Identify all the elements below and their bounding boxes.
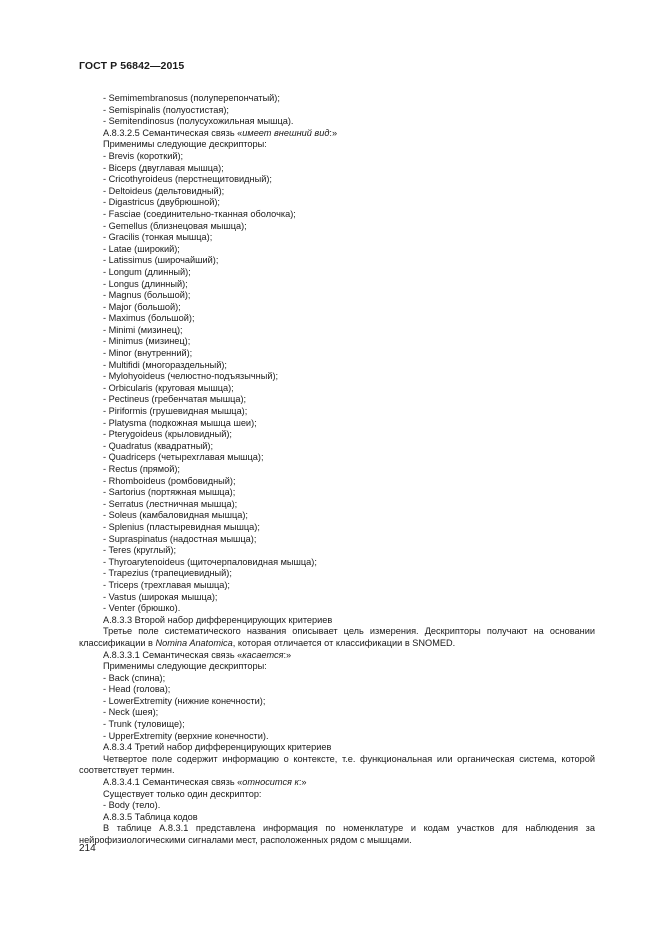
list-item: - LowerExtremity (нижние конечности);: [103, 695, 266, 706]
body-region-list: [79, 673, 595, 743]
page-number: 214: [79, 843, 96, 854]
section-a8331-heading: А.8.3.3.1 Семантическая связь «касается:»: [103, 649, 292, 660]
list-item: - Gracilis (тонкая мышца);: [103, 232, 213, 243]
list-item: - Splenius (пластыревидная мышца);: [103, 521, 260, 532]
list-item: - Semispinalis (полуостистая);: [103, 104, 229, 115]
list-item: - Venter (брюшко).: [103, 603, 181, 614]
list-item: - Longum (длинный);: [103, 266, 191, 277]
list-item: - Pterygoideus (крыловидный);: [103, 429, 232, 440]
list-item: - Thyroarytenoideus (щиточерпаловидная мышца);: [103, 556, 317, 567]
muscle-list-a: [79, 93, 595, 128]
list-item: - Semitendinosus (полусухожильная мышца).: [103, 116, 294, 127]
list-item: - Trunk (туловище);: [103, 719, 185, 730]
page-body: [79, 93, 595, 847]
list-item: - Teres (круглый);: [103, 545, 177, 556]
section-a834-heading: А.8.3.4 Третий набор дифференцирующих критериев: [103, 742, 332, 753]
descriptors-intro: Применимы следующие дескрипторы:: [103, 139, 267, 150]
list-item: - Back (спина);: [103, 672, 166, 683]
list-item: - Cricothyroideus (перстнещитовидный);: [103, 174, 272, 185]
list-item: - Magnus (большой);: [103, 290, 191, 301]
list-item: - Latissimus (широчайший);: [103, 255, 219, 266]
list-item: - Minimi (мизинец);: [103, 324, 183, 335]
list-item: - Latae (широкий);: [103, 243, 180, 254]
list-item: - Mylohyoideus (челюстно-подъязычный);: [103, 371, 279, 382]
list-item: - Supraspinatus (надостная мышца);: [103, 533, 257, 544]
body-descriptor: - Body (тело).: [103, 800, 161, 811]
list-item: - Fasciae (соединительно-тканная оболочка);: [103, 208, 296, 219]
list-item: - Platysma (подкожная мышца шеи);: [103, 417, 257, 428]
list-item: - Longus (длинный);: [103, 278, 188, 289]
list-item: - Deltoideus (дельтовидный);: [103, 185, 225, 196]
list-item: - UpperExtremity (верхние конечности).: [103, 730, 269, 741]
section-a833-heading: А.8.3.3 Второй набор дифференцирующих критериев: [103, 614, 333, 625]
list-item: - Serratus (лестничная мышца);: [103, 498, 238, 509]
list-item: - Sartorius (портяжная мышца);: [103, 487, 236, 498]
list-item: - Maximus (большой);: [103, 313, 195, 324]
section-a835-heading: А.8.3.5 Таблица кодов: [103, 811, 198, 822]
list-item: - Semimembranosus (полуперепончатый);: [103, 93, 280, 103]
descriptors-intro: Применимы следующие дескрипторы:: [103, 661, 267, 672]
section-a8341-heading: А.8.3.4.1 Семантическая связь «относится к:»: [103, 777, 307, 788]
list-item: - Minor (внутренний);: [103, 348, 193, 359]
list-item: - Head (голова);: [103, 684, 171, 695]
list-item: - Quadriceps (четырехглавая мышца);: [103, 452, 264, 463]
list-item: - Triceps (трехглавая мышца);: [103, 579, 230, 590]
list-item: - Soleus (камбаловидная мышца);: [103, 510, 248, 521]
list-item: - Rectus (прямой);: [103, 464, 180, 474]
list-item: - Brevis (короткий);: [103, 150, 184, 161]
section-a8325-heading: А.8.3.2.5 Семантическая связь «имеет внешний вид:»: [103, 127, 338, 138]
paragraph-nomina: Третье поле систематического названия описывает цель измерения. Дескрипторы получают на основании классификации в Nomina Anatomica, которая отличается от классификации в SNOMED.: [79, 626, 595, 648]
paragraph-code-table: В таблице А.8.3.1 представлена информация по номенклатуре и кодам участков для наблюдения за нейрофизиологическими сигналами мест, расположенных рядом с мышцами.: [79, 823, 595, 845]
list-item: - Quadratus (квадратный);: [103, 440, 214, 451]
list-item: - Piriformis (грушевидная мышца);: [103, 406, 248, 417]
list-item: - Multifidi (многораздельный);: [103, 359, 227, 370]
list-item: - Biceps (двуглавая мышца);: [103, 162, 224, 173]
list-item: - Vastus (широкая мышца);: [103, 591, 218, 602]
list-item: - Pectineus (гребенчатая мышца);: [103, 394, 247, 405]
document-header: ГОСТ Р 56842—2015: [79, 60, 185, 72]
list-item: - Trapezius (трапециевидный);: [103, 568, 232, 579]
muscle-list-b: [79, 151, 595, 615]
list-item: - Minimus (мизинец);: [103, 336, 191, 347]
single-descriptor-intro: Существует только один дескриптор:: [103, 788, 262, 799]
list-item: - Gemellus (близнецовая мышца);: [103, 220, 247, 231]
list-item: - Major (большой);: [103, 301, 181, 312]
list-item: - Neck (шея);: [103, 707, 159, 718]
list-item: - Rhomboideus (ромбовидный);: [103, 475, 236, 486]
list-item: - Orbicularis (круговая мышца);: [103, 382, 234, 393]
list-item: - Digastricus (двубрюшной);: [103, 197, 220, 208]
paragraph-context: Четвертое поле содержит информацию о контексте, т.е. функциональная или органическая система, которой соответствует термин.: [79, 753, 595, 776]
